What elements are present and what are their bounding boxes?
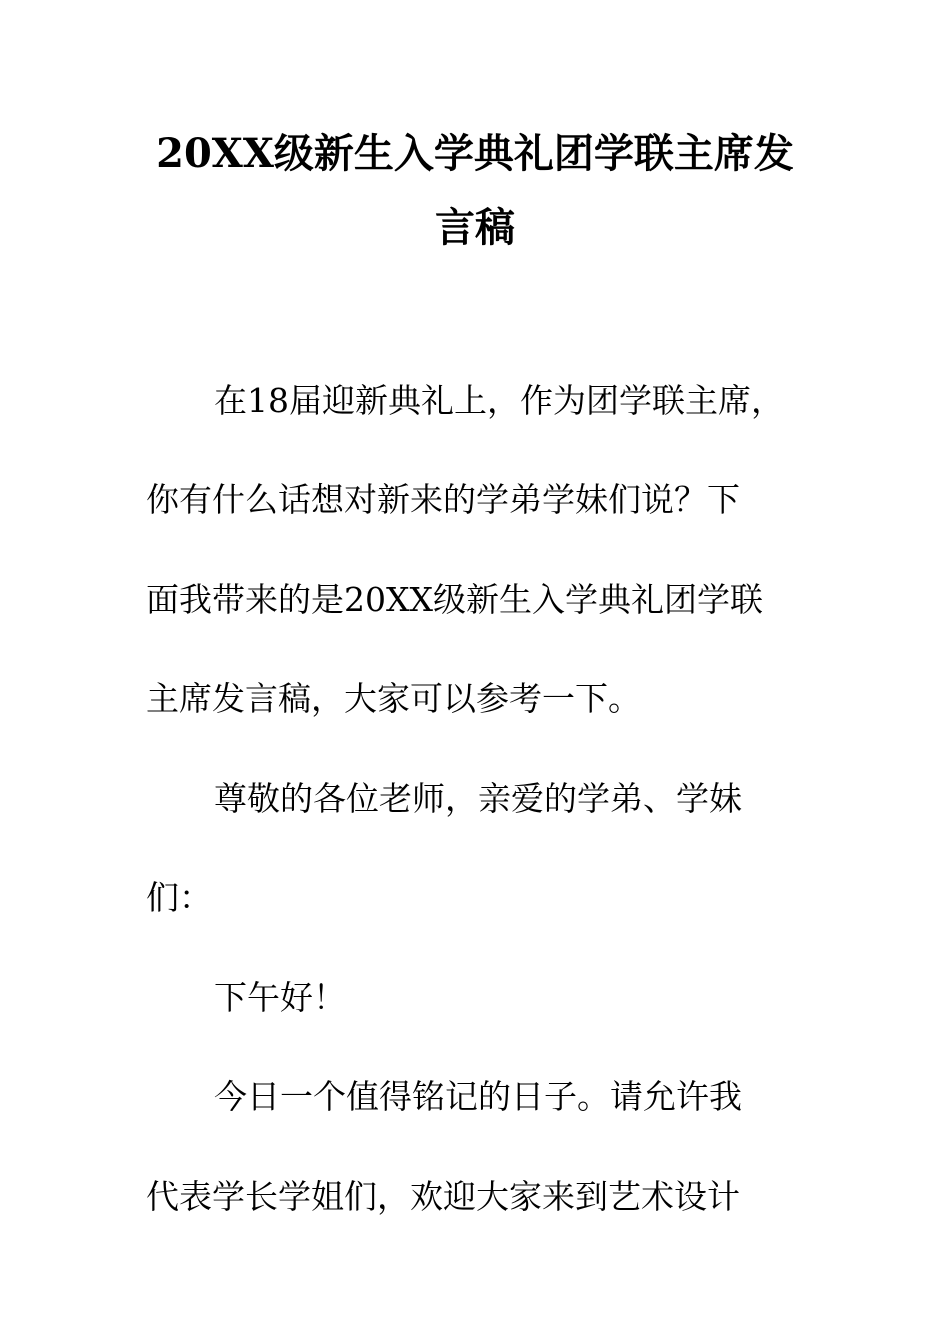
body-line-9: 代表学长学姐们，欢迎大家来到艺术设计 bbox=[146, 1177, 740, 1216]
body-line-1: 在18届迎新典礼上，作为团学联主席， bbox=[214, 381, 784, 420]
body-line-5: 尊敬的各位老师，亲爱的学弟、学妹 bbox=[214, 779, 742, 818]
body-line-3: 面我带来的是20XX级新生入学典礼团学联 bbox=[146, 580, 763, 619]
body-line-6: 们： bbox=[146, 878, 212, 917]
document-title-line-2: 言稿 bbox=[435, 204, 515, 251]
body-line-7: 下午好！ bbox=[214, 978, 346, 1017]
body-line-4: 主席发言稿，大家可以参考一下。 bbox=[146, 679, 641, 718]
body-line-2: 你有什么话想对新来的学弟学妹们说？下 bbox=[146, 480, 740, 519]
body-line-8: 今日一个值得铭记的日子。请允许我 bbox=[214, 1077, 742, 1116]
document-title-line-1: 20XX级新生入学典礼团学联主席发 bbox=[156, 130, 794, 177]
